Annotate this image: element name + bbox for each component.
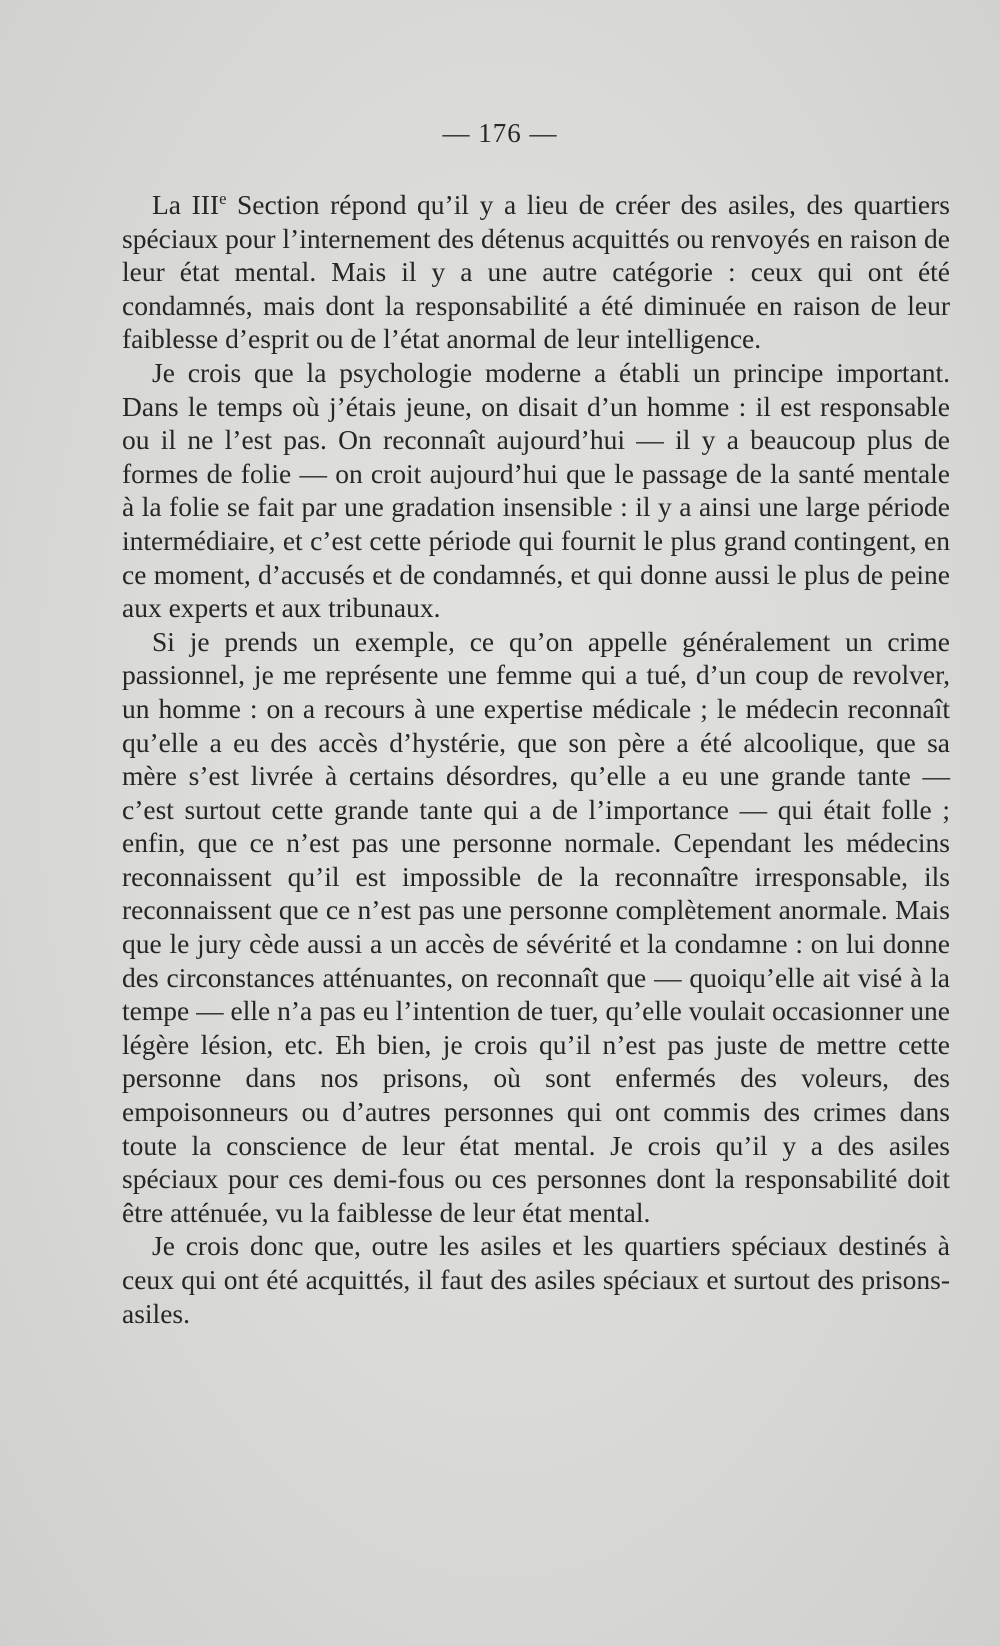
page-number: — 176 — <box>442 118 558 148</box>
ordinal-superscript: e <box>219 188 227 208</box>
paragraph-1-text: Section répond qu’il y a lieu de créer des asiles, des quartiers spéciaux pour l’internement des détenus acquittés ou renvoyés en raison de leur état mental. Mais il y a une autre catégorie : ceux qui ont été condamnés, mais dont la responsabilité a été diminuée en raison de leur faiblesse d’esprit ou de l’état anormal de leur intelligence. <box>122 189 950 355</box>
paragraph-1-lead: La III <box>152 189 220 220</box>
paragraph-3: Si je prends un exemple, ce qu’on appelle généralement un crime passionnel, je me représente une femme qui a tué, d’un coup de revolver, un homme : on a recours à une expertise médicale ; le médecin reconnaît qu’elle a eu des accès d’hystérie, que son père a été alcoolique, que sa mère s’est livrée à certains désordres, qu’elle a eu une grande tante — c’est surtout cette grande tante qui a de l’importance — qui était folle ; enfin, que ce n’est pas une personne normale. Cependant les médecins reconnaissent qu’il est impossible de la reconnaître irresponsable, ils reconnaissent que ce n’est pas une personne complètement anormale. Mais que le jury cède aussi a un accès de sévérité et la condamne : on lui donne des circonstances atténuantes, on reconnaît que — quoiqu’elle ait visé à la tempe — elle n’a pas eu l’intention de tuer, qu’elle voulait occasionner une légère lésion, etc. Eh bien, je crois qu’il n’est pas juste de mettre cette personne dans nos prisons, où sont enfermés des voleurs, des empoisonneurs ou d’autres personnes qui ont commis des crimes dans toute la conscience de leur état mental. Je crois qu’il y a des asiles spéciaux pour ces demi-fous ou ces personnes dont la responsabilité doit être atténuée, vu la faiblesse de leur état mental. <box>122 625 950 1228</box>
paragraph-1 <box>122 188 950 356</box>
body-text <box>122 188 950 1330</box>
paragraph-2: Je crois que la psychologie moderne a établi un principe important. Dans le temps où j’étais jeune, on disait d’un homme : il est responsable ou il ne l’est pas. On reconnaît aujourd’hui — il y a beaucoup plus de formes de folie — on croit aujourd’hui que le passage de la santé mentale à la folie se fait par une gradation insensible : il y a ainsi une large période intermédiaire, et c’est cette période qui fournit le plus grand contingent, en ce moment, d’accusés et de condamnés, et qui donne aussi le plus de peine aux experts et aux tribunaux. <box>122 356 950 624</box>
paragraph-4: Je crois donc que, outre les asiles et les quartiers spéciaux destinés à ceux qui ont été acquittés, il faut des asiles spéciaux et surtout des prisons-asiles. <box>122 1230 950 1329</box>
